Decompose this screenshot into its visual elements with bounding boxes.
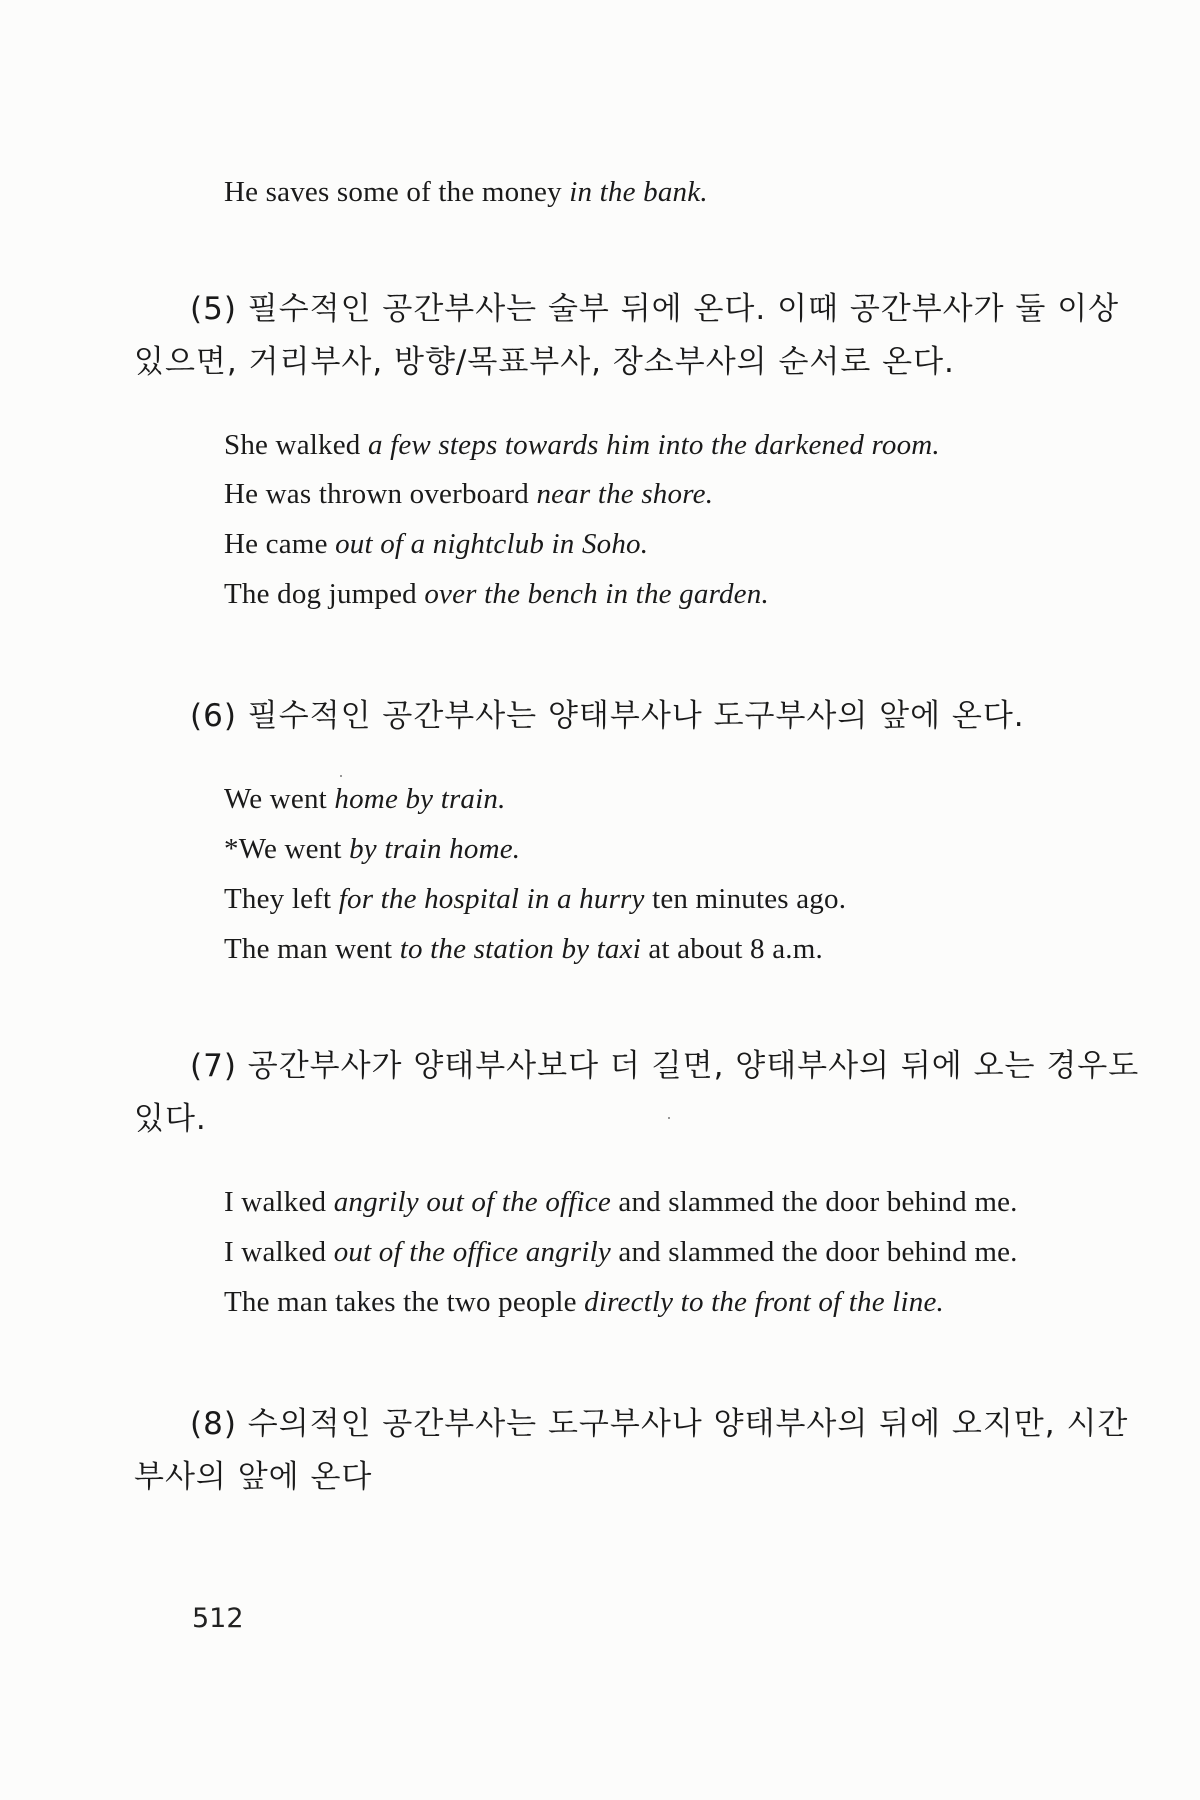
adverbial-phrase: out of a nightclub in Soho. (335, 528, 649, 560)
sentence-text: and slammed the door behind me. (610, 1186, 1018, 1218)
adverbial-phrase: in the bank. (569, 176, 708, 208)
page-number: 512 (192, 1603, 244, 1634)
sentence-text: We went (224, 783, 335, 815)
example-sentence (224, 429, 940, 462)
sentence-text: They left (224, 883, 339, 915)
example-sentence (224, 933, 823, 966)
rule-heading-8-cont: 부사의 앞에 온다 (134, 1459, 373, 1495)
adverbial-phrase: to the station by taxi (399, 933, 641, 965)
example-sentence (224, 478, 713, 511)
example-sentence (224, 1286, 944, 1319)
adverbial-phrase: a few steps towards him into the darkened room. (367, 429, 940, 461)
example-sentence (224, 1236, 1018, 1269)
sentence-text: and slammed the door behind me. (610, 1236, 1018, 1268)
sentence-text: The man went (224, 933, 400, 965)
rule-heading-7-cont: 있다. (134, 1101, 207, 1137)
rule-heading-5: (5) 필수적인 공간부사는 술부 뒤에 온다. 이때 공간부사가 둘 이상 (190, 291, 1120, 327)
adverbial-phrase: near the shore. (536, 478, 714, 510)
adverbial-phrase: by train home. (349, 833, 521, 865)
scan-speck (668, 1117, 670, 1119)
sentence-text: The man takes the two people (224, 1286, 585, 1318)
example-sentence (224, 528, 648, 561)
rule-heading-5-cont: 있으면, 거리부사, 방향/목표부사, 장소부사의 순서로 온다. (134, 344, 955, 380)
example-sentence (224, 783, 506, 816)
sentence-text: ten minutes ago. (644, 883, 847, 915)
example-sentence (224, 883, 846, 916)
example-sentence (224, 578, 769, 611)
scan-speck (340, 775, 342, 777)
adverbial-phrase: for the hospital in a hurry (338, 883, 645, 915)
sentence-text: I walked (224, 1186, 334, 1218)
sentence-text: He was thrown overboard (224, 478, 537, 510)
adverbial-phrase: angrily out of the office (333, 1186, 611, 1218)
example-sentence (224, 833, 520, 866)
rule-heading-7: (7) 공간부사가 양태부사보다 더 길면, 양태부사의 뒤에 오는 경우도 (190, 1048, 1140, 1084)
example-sentence (224, 176, 708, 209)
rule-heading-8: (8) 수의적인 공간부사는 도구부사나 양태부사의 뒤에 오지만, 시간 (190, 1406, 1129, 1442)
sentence-text: He saves some of the money (224, 176, 570, 208)
sentence-text: *We went (224, 833, 350, 865)
sentence-text: She walked (224, 429, 368, 461)
sentence-text: at about 8 a.m. (640, 933, 823, 965)
sentence-text: The dog jumped (224, 578, 425, 610)
example-sentence (224, 1186, 1018, 1219)
adverbial-phrase: home by train. (334, 783, 506, 815)
adverbial-phrase: over the bench in the garden. (424, 578, 769, 610)
adverbial-phrase: out of the office angrily (333, 1236, 611, 1268)
adverbial-phrase: directly to the front of the line. (584, 1286, 944, 1318)
sentence-text: I walked (224, 1236, 334, 1268)
sentence-text: He came (224, 528, 336, 560)
rule-heading-6: (6) 필수적인 공간부사는 양태부사나 도구부사의 앞에 온다. (190, 698, 1025, 734)
